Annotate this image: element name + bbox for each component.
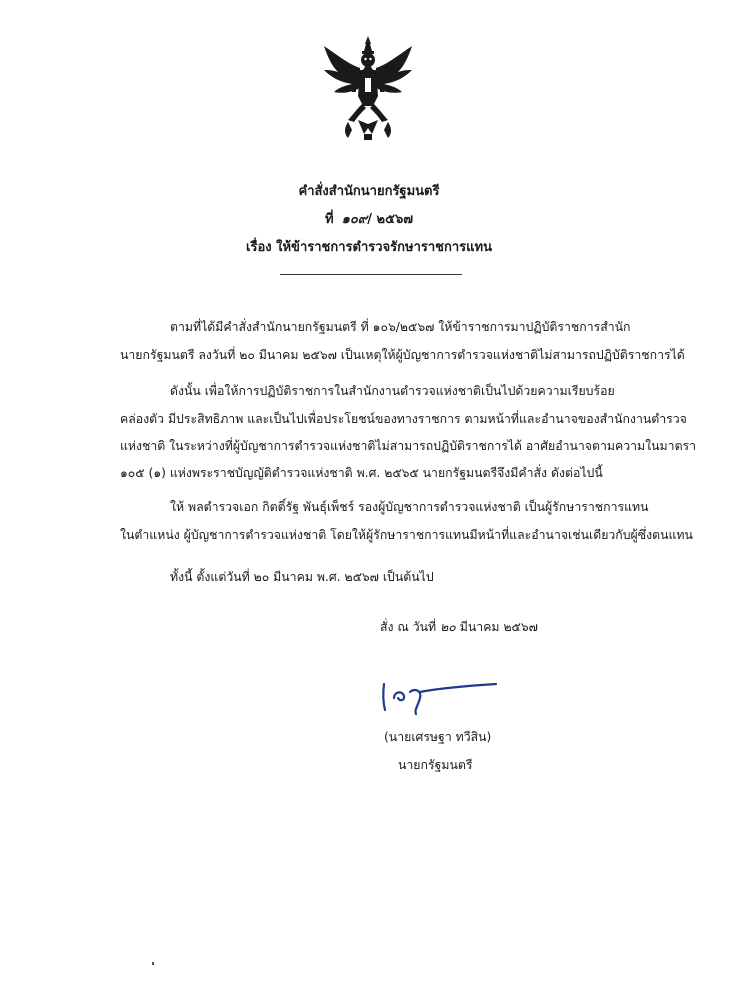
body-line: นายกรัฐมนตรี ลงวันที่ ๒๐ มีนาคม ๒๕๖๗ เป็นเหตุให้ผู้บัญชาการตำรวจแห่งชาติไม่สามารถปฏิบัติราชการได้ [120, 348, 685, 362]
body-line: ในตำแหน่ง ผู้บัญชาการตำรวจแห่งชาติ โดยให้ผู้รักษาราชการแทนมีหน้าที่และอำนาจเช่นเดียวกับผู้ซึ่งตนแทน [120, 528, 693, 542]
order-date-prefix: สั่ง ณ วันที่ [380, 620, 437, 634]
scan-speck [152, 962, 154, 965]
garuda-emblem [318, 34, 418, 146]
order-number [0, 208, 738, 229]
handwritten-signature [380, 676, 500, 716]
header-divider [280, 274, 462, 275]
body-line: ดังนั้น เพื่อให้การปฏิบัติราชการในสำนักงานตำรวจแห่งชาติเป็นไปด้วยความเรียบร้อย [170, 384, 615, 398]
order-number-handwritten: ๑๐๙ [341, 212, 368, 227]
body-line: ๑๐๕ (๑) แห่งพระราชบัญญัติตำรวจแห่งชาติ พ.ศ. ๒๕๖๕ นายกรัฐมนตรีจึงมีคำสั่ง ดังต่อไปนี้ [120, 466, 603, 480]
body-line: ทั้งนี้ ตั้งแต่วันที่ ๒๐ มีนาคม พ.ศ. ๒๕๖๗ เป็นต้นไป [170, 570, 434, 584]
order-number-year: / ๒๕๖๗ [367, 212, 413, 227]
body-line: ให้ พลตำรวจเอก กิตติ์รัฐ พันธุ์เพ็ชร์ รองผู้บัญชาการตำรวจแห่งชาติ เป็นผู้รักษาราชการแทน [170, 500, 649, 514]
signer-title: นายกรัฐมนตรี [398, 758, 473, 772]
order-number-prefix: ที่ [324, 212, 334, 227]
body-line: แห่งชาติ ในระหว่างที่ผู้บัญชาการตำรวจแห่งชาติไม่สามารถปฏิบัติราชการได้ อาศัยอำนาจตามความในมาตรา [120, 439, 697, 453]
body-line: คล่องตัว มีประสิทธิภาพ และเป็นไปเพื่อประโยชน์ของทางราชการ ตามหน้าที่และอำนาจของสำนักงานตำรวจ [120, 412, 687, 426]
order-subject: เรื่อง ให้ข้าราชการตำรวจรักษาราชการแทน [246, 240, 492, 255]
order-title: คำสั่งสำนักนายกรัฐมนตรี [298, 184, 440, 199]
order-date-day-handwritten: ๒๐ [440, 620, 456, 634]
order-date-rest: มีนาคม ๒๕๖๗ [459, 620, 538, 634]
order-date [380, 618, 538, 637]
body-line: ตามที่ได้มีคำสั่งสำนักนายกรัฐมนตรี ที่ ๑๐๖/๒๕๖๗ ให้ข้าราชการมาปฏิบัติราชการสำนัก [170, 320, 631, 334]
signer-name: (นายเศรษฐา ทวีสิน) [384, 730, 492, 744]
